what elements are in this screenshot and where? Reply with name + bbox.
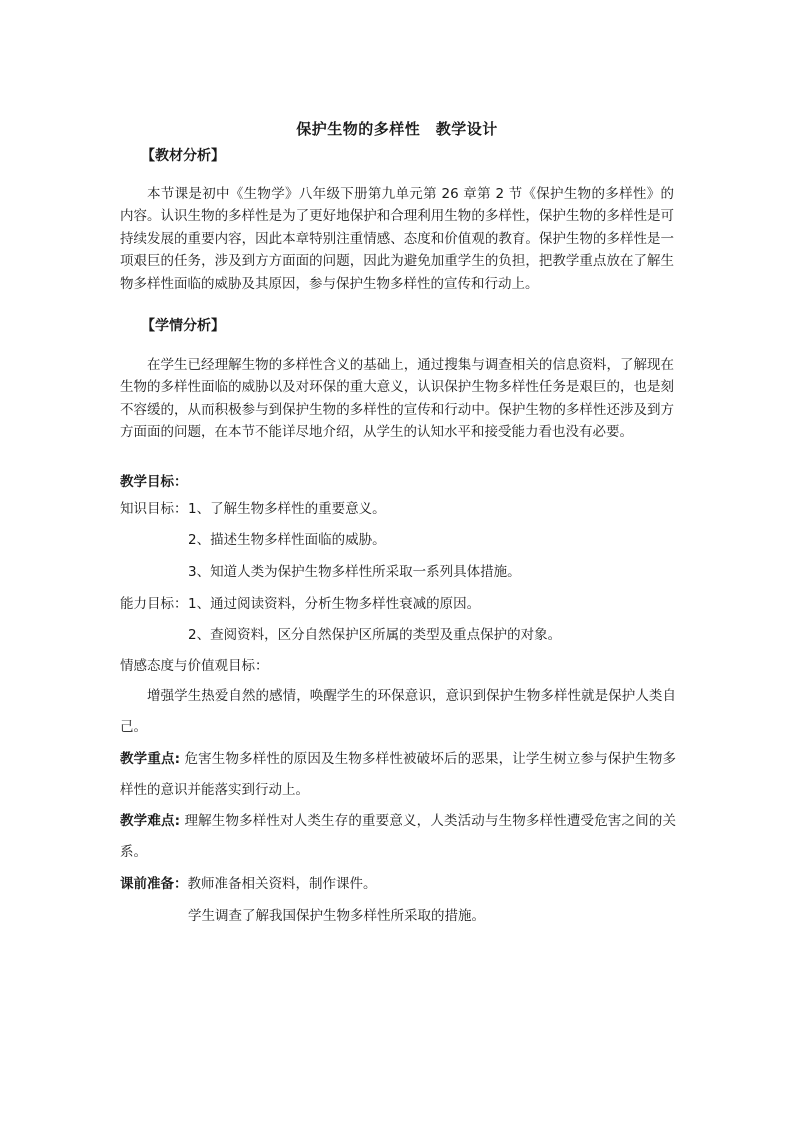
emotion-objective-label: 情感态度与价值观目标： xyxy=(120,658,269,674)
key-point-text: 危害生物多样性的原因及生物多样性被破坏后的恶果，让学生树立参与保护生物多样性的意识并能落实到行动上。 xyxy=(120,751,676,798)
preparation-student-text: 学生调查了解我国保护生物多样性所采取的措施。 xyxy=(188,908,485,924)
page-title: 保护生物的多样性 教学设计 xyxy=(296,120,498,138)
difficulty-block xyxy=(120,806,676,868)
objectives-heading: 教学目标： xyxy=(120,474,188,490)
knowledge-objective-item: 2、描述生物多样性面临的威胁。 xyxy=(188,532,386,548)
student-analysis-paragraph: 在学生已经理解生物的多样性含义的基础上，通过搜集与调查相关的信息资料，了解现在生物的多样性面临的威胁以及对环保的重大意义，认识保护生物多样性任务是艰巨的，也是刻不容缓的，从而积极参与到保护生物的多样性的宣传和行动中。保护生物的多样性还涉及到方方面面的问题，在本节不能详尽地介绍，从学生的认知水平和接受能力看也没有必要。 xyxy=(120,357,674,441)
knowledge-objective-label: 知识目标： xyxy=(120,501,188,517)
emotion-objective-text: 增强学生热爱自然的感情，唤醒学生的环保意识，意识到保护生物多样性就是保护人类自己。 xyxy=(120,688,676,735)
key-point-block xyxy=(120,744,676,806)
preparation-block xyxy=(120,873,377,895)
student-analysis-heading: 【学情分析】 xyxy=(141,318,225,334)
ability-objective-item: 2、查阅资料，区分自然保护区所属的类型及重点保护的对象。 xyxy=(188,627,562,643)
preparation-teacher-text: 教师准备相关资料，制作课件。 xyxy=(187,876,377,892)
difficulty-label: 教学难点: xyxy=(120,813,181,829)
knowledge-objective-item: 3、知道人类为保护生物多样性所采取一系列具体措施。 xyxy=(188,564,521,580)
knowledge-objective-item: 1、了解生物多样性的重要意义。 xyxy=(188,501,386,517)
difficulty-text: 理解生物多样性对人类生存的重要意义，人类活动与生物多样性遭受危害之间的关系。 xyxy=(120,813,676,860)
preparation-label: 课前准备： xyxy=(120,876,188,892)
key-point-label: 教学重点: xyxy=(120,751,181,767)
ability-objective-label: 能力目标： xyxy=(120,596,188,612)
ability-objective-item: 1、通过阅读资料，分析生物多样性衰减的原因。 xyxy=(188,596,481,612)
textbook-analysis-paragraph: 本节课是初中《生物学》八年级下册第九单元第 26 章第 2 节《保护生物的多样性》的内容。认识生物的多样性是为了更好地保护和合理利用生物的多样性，保护生物的多样性是可持续发展的重要内容，因此本章特别注重情感、态度和价值观的教育。保护生物的多样性是一项艰巨的任务，涉及到方方面面的问题，因此为避免加重学生的负担，把教学重点放在了解生物多样性面临的威胁及其原因，参与保护生物多样性的宣传和行动上。 xyxy=(120,186,674,292)
textbook-analysis-heading: 【教材分析】 xyxy=(141,148,225,164)
